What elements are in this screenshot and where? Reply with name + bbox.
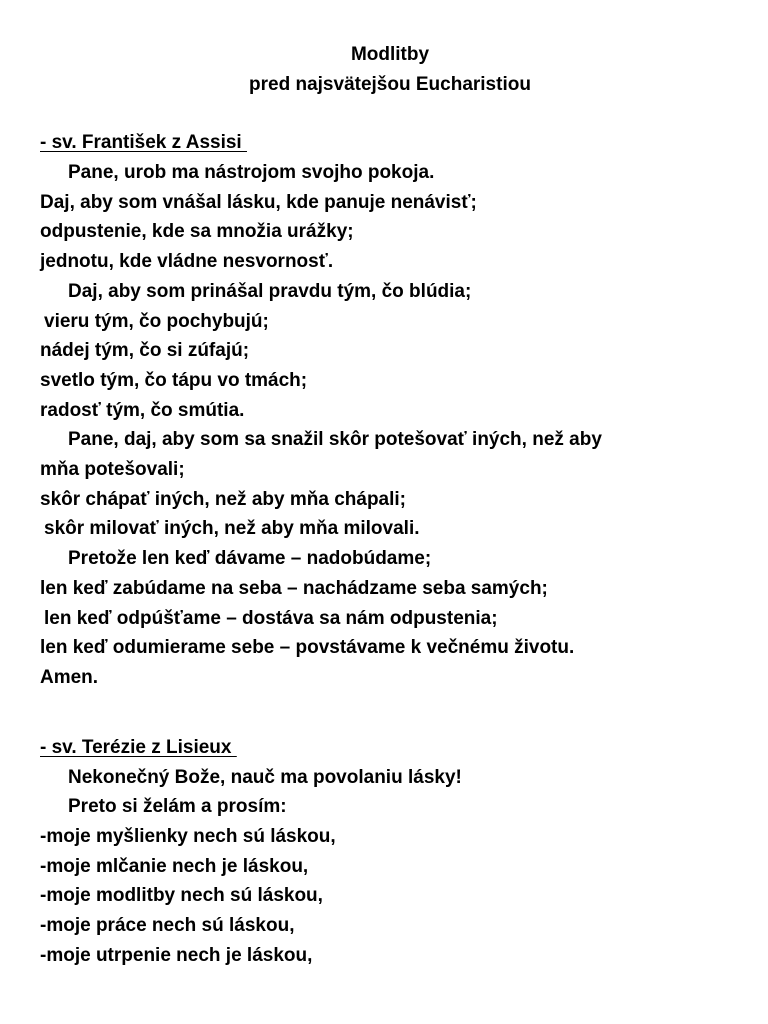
prayer-line: svetlo tým, čo tápu vo tmách; xyxy=(40,369,308,391)
prayer-line: len keď odumierame sebe – povstávame k večnému životu. xyxy=(40,637,575,659)
prayer-line: odpustenie, kde sa množia urážky; xyxy=(40,221,354,243)
prayer-line: skôr milovať iných, než aby mňa milovali. xyxy=(44,518,420,540)
prayer-line: -moje mlčanie nech je láskou, xyxy=(40,855,309,877)
prayer-line: Daj, aby som vnášal lásku, kde panuje nenávisť; xyxy=(40,191,477,213)
prayer-line: len keď odpúšťame – dostáva sa nám odpustenia; xyxy=(44,607,498,629)
prayer-line: nádej tým, čo si zúfajú; xyxy=(40,340,250,362)
prayer-line: -moje myšlienky nech sú láskou, xyxy=(40,826,336,848)
prayer-heading: - sv. Terézie z Lisieux xyxy=(40,736,237,758)
prayer-section xyxy=(40,733,740,971)
prayer-sections xyxy=(40,128,740,971)
prayer-line: -moje práce nech sú láskou, xyxy=(40,915,295,937)
prayer-line: Daj, aby som prinášal pravdu tým, čo blúdia; xyxy=(68,280,472,302)
prayer-line: Pane, daj, aby som sa snažil skôr potešovať iných, než aby xyxy=(68,429,602,451)
document-title-line-1: Modlitby xyxy=(350,44,430,65)
prayer-line: len keď zabúdame na seba – nachádzame seba samých; xyxy=(40,577,548,599)
document-page xyxy=(40,40,740,971)
prayer-section xyxy=(40,128,740,693)
prayer-line: Amen. xyxy=(40,666,99,688)
prayer-line: -moje modlitby nech sú láskou, xyxy=(40,885,323,907)
prayer-line: Nekonečný Bože, nauč ma povolaniu lásky! xyxy=(68,766,462,788)
prayer-line: skôr chápať iných, než aby mňa chápali; xyxy=(40,488,407,510)
prayer-line: vieru tým, čo pochybujú; xyxy=(44,310,269,332)
document-title-line-2: pred najsvätejšou Eucharistiou xyxy=(249,74,531,95)
prayer-line: jednotu, kde vládne nesvornosť. xyxy=(40,251,334,273)
prayer-line: Pretože len keď dávame – nadobúdame; xyxy=(68,548,432,570)
prayer-line: Preto si želám a prosím: xyxy=(68,796,287,818)
prayer-heading: - sv. František z Assisi xyxy=(40,132,247,153)
prayer-line: radosť tým, čo smútia. xyxy=(40,399,245,421)
prayer-line: -moje utrpenie nech je láskou, xyxy=(40,944,313,966)
prayer-line: mňa potešovali; xyxy=(40,459,185,481)
prayer-line: Pane, urob ma nástrojom svojho pokoja. xyxy=(68,162,435,183)
